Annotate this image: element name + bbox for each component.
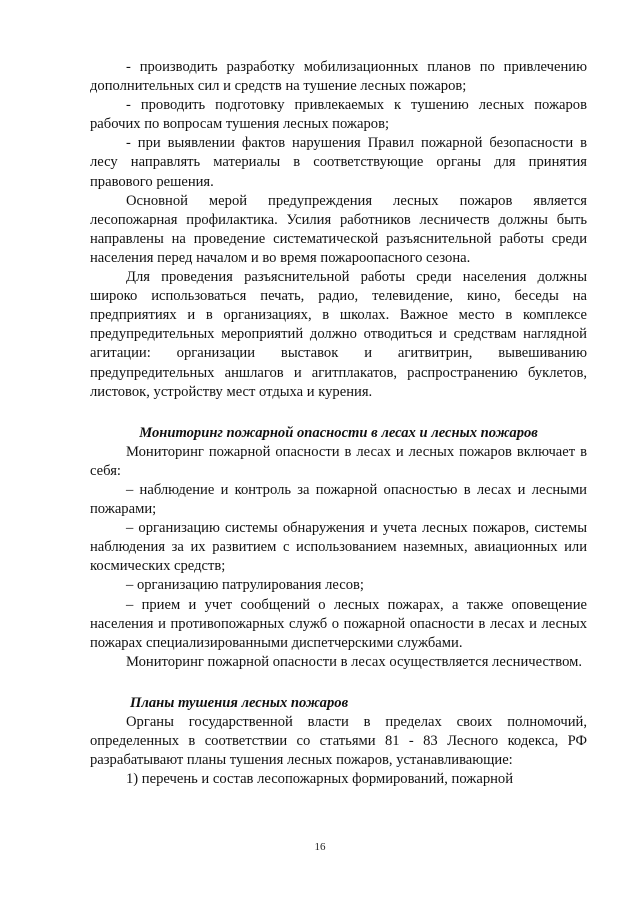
paragraph: Органы государственной власти в пределах своих полномочий, определенных в соответствии со статьями 81 - 83 Лесного кодекса, РФ разрабатывают планы тушения лесных пожаров, устанавливающие:: [90, 714, 587, 769]
paragraph: - проводить подготовку привлекаемых к тушению лесных пожаров рабочих по вопросам тушения лесных пожаров;: [90, 97, 587, 133]
section-heading-plans: Планы тушения лесных пожаров: [130, 694, 349, 711]
section-gap: [90, 402, 587, 424]
paragraph: - при выявлении фактов нарушения Правил пожарной безопасности в лесу направлять материалы в соответствующие органы для принятия правового решения.: [90, 135, 587, 190]
paragraph: Мониторинг пожарной опасности в лесах и лесных пожаров включает в себя:: [90, 443, 587, 479]
paragraph: – наблюдение и контроль за пожарной опасностью в лесах и лесными пожарами;: [90, 481, 587, 518]
page-number: 16: [314, 841, 326, 853]
section-heading-monitoring: Мониторинг пожарной опасности в лесах и лесных пожаров: [139, 424, 538, 441]
paragraph: - производить разработку мобилизационных планов по привлечению дополнительных сил и средств на тушение лесных пожаров;: [90, 59, 587, 95]
paragraph: – организацию системы обнаружения и учета лесных пожаров, системы наблюдения за их развитием с использованием наземных, авиационных или космических средств;: [90, 520, 587, 575]
paragraph: Для проведения разъяснительной работы среди населения должны широко использоваться печать, радио, телевидение, кино, беседы на предприятиях и в организациях, в школах. Важное место в комплексе предупредительных мероприятий должно отводиться и средствам наглядной агитации: организации выставок и агитвитрин, вывешиванию предупредительных аншлагов и агитплакатов, распространению буклетов, листовок, устройству мест отдыха и курения.: [90, 269, 587, 400]
document-page: [90, 58, 587, 789]
paragraph: – организацию патрулирования лесов;: [126, 577, 364, 594]
paragraph: Основной мерой предупреждения лесных пожаров является лесопожарная профилактика. Усилия работников лесничеств должны быть направлены на проведение систематической разъяснительной работы среди населения перед началом и во время пожароопасного сезона.: [90, 192, 587, 266]
section-gap: [90, 672, 587, 694]
paragraph: 1) перечень и состав лесопожарных формирований, пожарной: [126, 771, 514, 788]
paragraph: Мониторинг пожарной опасности в лесах осуществляется лесничеством.: [126, 653, 583, 670]
paragraph: – прием и учет сообщений о лесных пожарах, а также оповещение населения и противопожарных служб о пожарной опасности в лесах и лесных пожарах специализированными диспетчерскими службами.: [90, 596, 587, 651]
